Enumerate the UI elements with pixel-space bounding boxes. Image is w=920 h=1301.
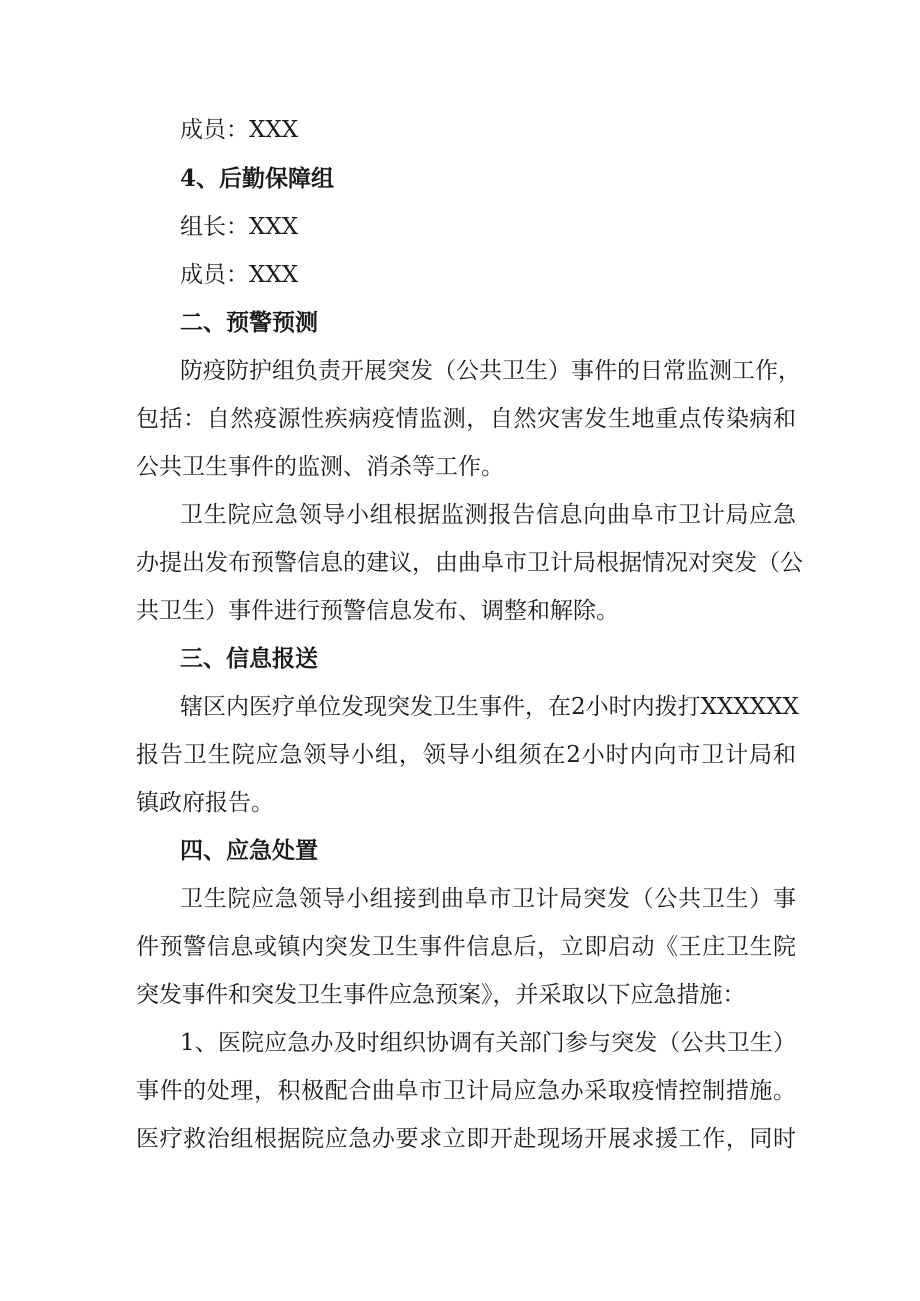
section-heading-info-report: 三、信息报送 [180, 645, 318, 672]
paragraph-line: 卫生院应急领导小组接到曲阜市卫计局突发（公共卫生）事 [180, 886, 796, 912]
section-heading-early-warning: 二、预警预测 [180, 309, 318, 336]
section-heading-logistics: 4、后勤保障组 [180, 165, 335, 192]
paragraph-line: 报告卫生院应急领导小组，领导小组须在2小时内向市卫计局和 [136, 742, 796, 768]
paragraph-line: 镇政府报告。 [136, 790, 274, 816]
paragraph-line: 突发事件和突发卫生事件应急预案》，并采取以下应急措施： [136, 982, 746, 1008]
paragraph-line: 辖区内医疗单位发现突发卫生事件，在2小时内拨打XXXXXX [180, 694, 799, 720]
paragraph-line: 医疗救治组根据院应急办要求立即开赴现场开展求援工作，同时 [136, 1126, 796, 1152]
member-line-4: 成员：XXX [180, 262, 299, 288]
paragraph-line: 事件的处理，积极配合曲阜市卫计局应急办采取疫情控制措施。 [136, 1078, 796, 1104]
paragraph-line: 1、医院应急办及时组织协调有关部门参与突发（公共卫生） [180, 1030, 796, 1056]
section-heading-emergency-response: 四、应急处置 [180, 837, 318, 864]
leader-line-4: 组长：XXX [180, 214, 299, 240]
paragraph-line: 卫生院应急领导小组根据监测报告信息向曲阜市卫计局应急 [180, 502, 796, 528]
paragraph-line: 共卫生）事件进行预警信息发布、调整和解除。 [136, 598, 619, 624]
paragraph-line: 防疫防护组负责开展突发（公共卫生）事件的日常监测工作， [180, 358, 801, 384]
paragraph-line: 办提出发布预警信息的建议，由曲阜市卫计局根据情况对突发（公 [136, 550, 803, 576]
paragraph-line: 件预警信息或镇内突发卫生事件信息后，立即启动《王庄卫生院 [136, 934, 796, 960]
paragraph-line: 公共卫生事件的监测、消杀等工作。 [136, 454, 504, 480]
paragraph-line: 包括：自然疫源性疾病疫情监测，自然灾害发生地重点传染病和 [136, 406, 796, 432]
member-line-3: 成员：XXX [180, 117, 299, 143]
